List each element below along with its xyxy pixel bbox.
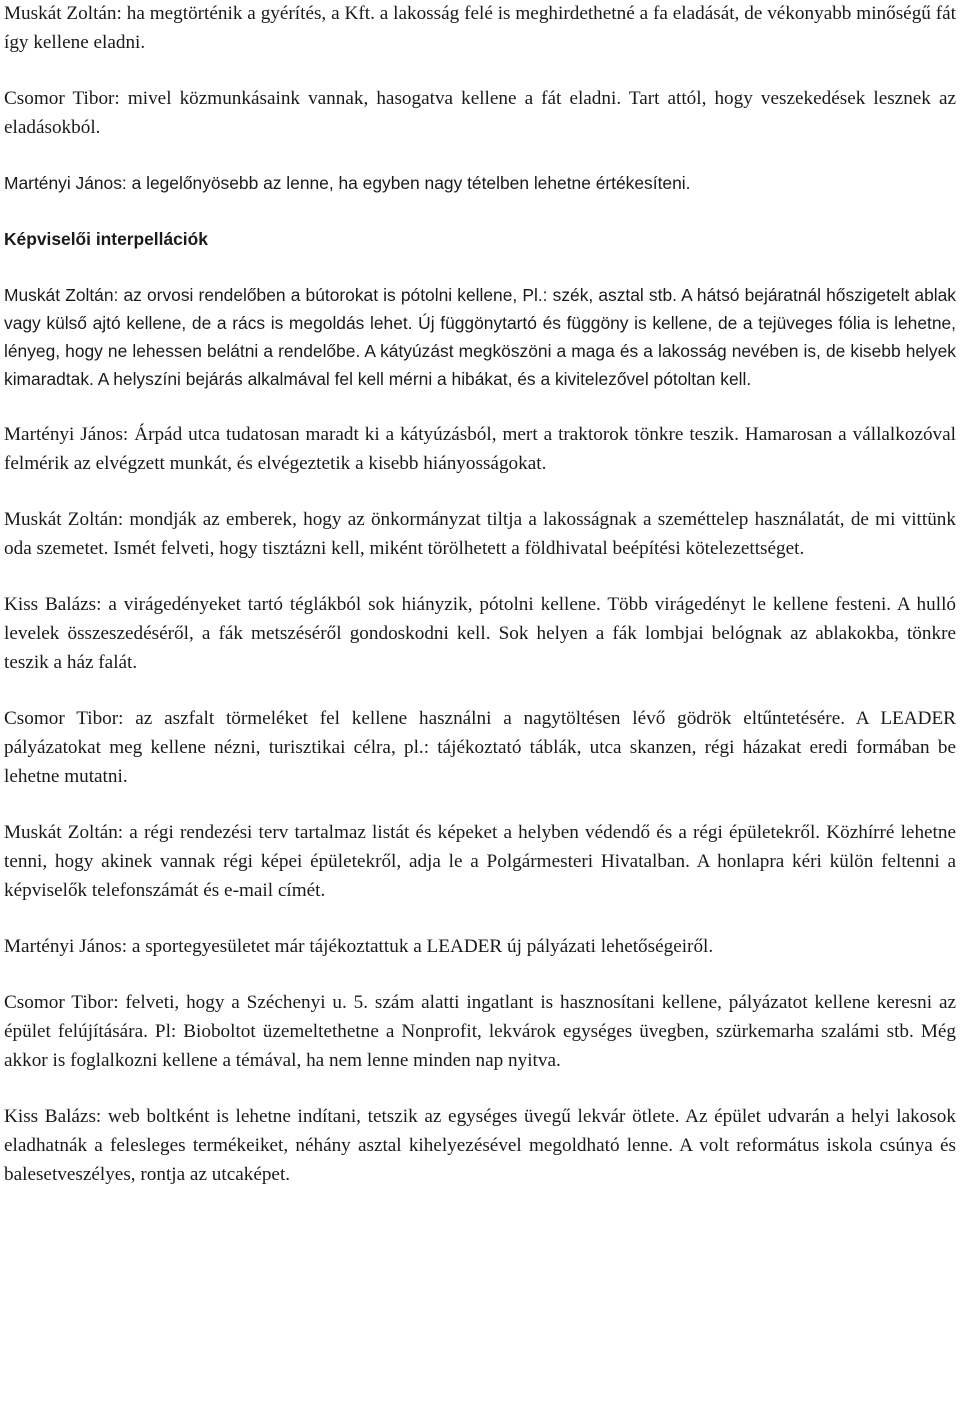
paragraph: Muskát Zoltán: ha megtörténik a gyérítés, a Kft. a lakosság felé is meghirdethetné a fa eladását, de vékonyabb minőségű fát így kellene eladni. [4, 3, 956, 53]
paragraph: Martényi János: Árpád utca tudatosan maradt ki a kátyúzásból, mert a traktorok tönkre teszik. Hamarosan a vállalkozóval felmérik az elvégzett munkát, és elvégeztetik a kisebb hiányosságokat. [4, 424, 956, 474]
paragraph: Muskát Zoltán: mondják az emberek, hogy az önkormányzat tiltja a lakosságnak a szeméttelep használatát, de mi vittünk oda szemetet. Ismét felveti, hogy tisztázni kell, miként törölhetett a földhivatal beépítési kötelezettséget. [4, 509, 956, 559]
paragraph: Muskát Zoltán: az orvosi rendelőben a bútorokat is pótolni kellene, Pl.: szék, asztal stb. A hátsó bejáratnál hőszigetelt ablak vagy külső ajtó kellene, de a rács is megoldás lehet. Új függönytartó és függöny is kellene, de a tejüveges fólia is lehetne, lényeg, hogy ne lehessen belátni a rendelőbe. A kátyúzást megköszöni a maga és a lakosság nevében is, de kisebb helyek kimaradtak. A helyszíni bejárás alkalmával fel kell mérni a hibákat, és a kivitelezővel pótoltan kell. [4, 285, 956, 389]
paragraph: Martényi János: a sportegyesületet már tájékoztattuk a LEADER új pályázati lehetőségeiről. [4, 936, 714, 957]
paragraph: Muskát Zoltán: a régi rendezési terv tartalmaz listát és képeket a helyben védendő és a régi épületekről. Közhírré lehetne tenni, hogy akinek vannak régi képei épületekről, adja le a Polgármesteri Hivatalban. A honlapra kéri külön feltenni a képviselők telefonszámát és e-mail címét. [4, 822, 956, 901]
paragraph: Csomor Tibor: az aszfalt törmeléket fel kellene használni a nagytöltésen lévő gödrök eltűntetésére. A LEADER pályázatokat meg kellene nézni, turisztikai célra, pl.: tájékoztató táblák, utca skanzen, régi házakat eredi formában be lehetne mutatni. [4, 708, 956, 787]
paragraph: Martényi János: a legelőnyösebb az lenne, ha egyben nagy tételben lehetne értékesíteni. [4, 173, 691, 193]
paragraph: Csomor Tibor: felveti, hogy a Széchenyi u. 5. szám alatti ingatlant is hasznosítani kellene, pályázatot kellene keresni az épület felújítására. Pl: Bioboltot üzemeltethetne a Nonprofit, lekvárok egységes üvegben, szürkemarha szalámi stb. Még akkor is foglalkozni kellene a témával, ha nem lenne minden nap nyitva. [4, 992, 956, 1071]
paragraph: Csomor Tibor: mivel közmunkásaink vannak, hasogatva kellene a fát eladni. Tart attól, hogy veszekedések lesznek az eladásokból. [4, 88, 956, 138]
paragraph: Kiss Balázs: web boltként is lehetne indítani, tetszik az egységes üvegű lekvár ötlete. Az épület udvarán a helyi lakosok eladhatnák a felesleges termékeiket, néhány asztal kihelyezésével megoldható lenne. A volt református iskola csúnya és balesetveszélyes, rontja az utcaképet. [4, 1106, 956, 1185]
section-heading: Képviselői interpellációk [4, 229, 208, 249]
paragraph: Kiss Balázs: a virágedényeket tartó téglákból sok hiányzik, pótolni kellene. Több virágedényt le kellene festeni. A hulló levelek összeszedéséről, a fák metszéséről gondoskodni kell. Sok helyen a fák lombjai belógnak az ablakokba, tönkre teszik a ház falát. [4, 594, 956, 673]
